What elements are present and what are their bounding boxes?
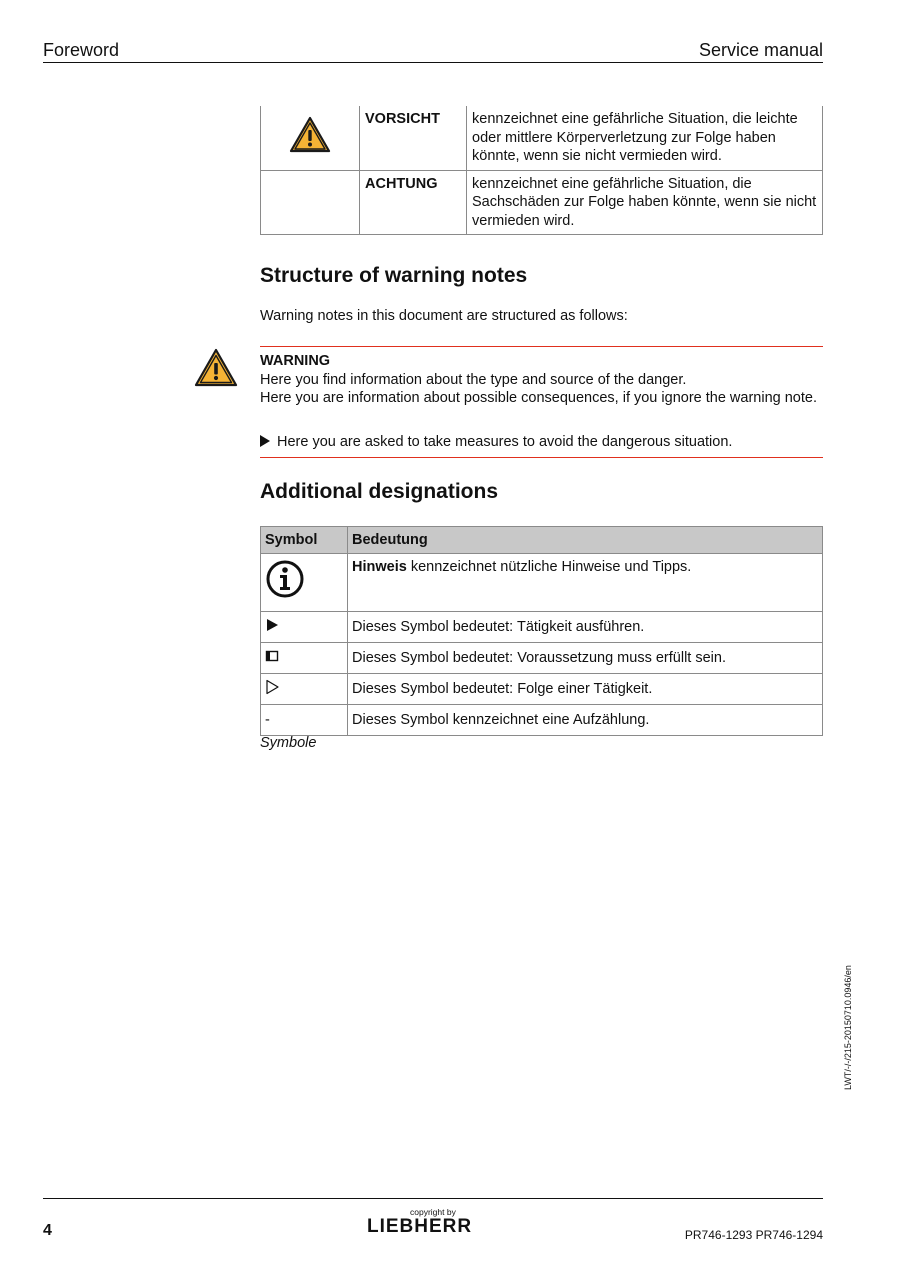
table-row [261, 705, 823, 736]
action-bullet-icon [260, 435, 270, 447]
header-section-title: Foreword [43, 40, 120, 60]
section-heading: Structure of warning notes [260, 264, 528, 287]
symbol-table [260, 526, 823, 736]
symbol-cell [261, 643, 348, 674]
column-header-symbol: Symbol [261, 527, 348, 554]
copyright-note: copyright by [410, 1207, 456, 1217]
signal-row [261, 170, 823, 235]
signal-word: VORSICHT [360, 106, 467, 170]
signal-word-table [260, 106, 823, 235]
warning-icon-wrap [194, 348, 238, 393]
meaning-cell: Dieses Symbol kennzeichnet eine Aufzählung. [348, 705, 823, 736]
warning-triangle-icon [289, 116, 331, 154]
intro-paragraph: Warning notes in this document are structured as follows: [260, 308, 628, 324]
table-row [261, 612, 823, 643]
meaning-cell [348, 554, 823, 612]
meaning-bold-term: Hinweis [352, 559, 407, 575]
signal-description: kennzeichnet eine gefährliche Situation, die leichte oder mittlere Körperverletzung zur Folge haben könnte, wenn sie nicht vermieden wird. [467, 106, 823, 170]
outline-triangle-icon [265, 679, 279, 695]
signal-icon-cell [261, 170, 360, 235]
warning-note [260, 352, 820, 408]
footer-divider [43, 1198, 823, 1199]
warning-title: WARNING [260, 353, 331, 369]
table-row [261, 554, 823, 612]
symbol-table-header [261, 527, 823, 554]
meaning-text: kennzeichnet nützliche Hinweise und Tipps. [406, 559, 692, 575]
section-heading: Additional designations [260, 480, 499, 503]
warning-line-consequences: Here you are information about possible consequences, if you ignore the warning note. [260, 390, 817, 406]
table-row [261, 674, 823, 705]
table-row [261, 643, 823, 674]
warning-bottom-rule [260, 457, 823, 458]
warning-measure-text: Here you are asked to take measures to avoid the dangerous situation. [277, 434, 733, 450]
header-document-type: Service manual [698, 40, 823, 60]
warning-line-type: Here you find information about the type and source of the danger. [260, 371, 687, 388]
warning-triangle-icon [194, 348, 238, 388]
table-caption: Symbole [260, 735, 317, 751]
signal-word: ACHTUNG [360, 170, 467, 235]
signal-icon-cell [261, 106, 360, 170]
signal-description: kennzeichnet eine gefährliche Situation, die Sachschäden zur Folge haben könnte, wenn sie nicht vermieden wird. [467, 170, 823, 235]
symbol-cell [261, 554, 348, 612]
column-header-meaning: Bedeutung [348, 527, 823, 554]
meaning-cell: Dieses Symbol bedeutet: Voraussetzung muss erfüllt sein. [348, 643, 823, 674]
symbol-cell [261, 674, 348, 705]
page-number: 4 [43, 1222, 52, 1239]
signal-row [261, 106, 823, 170]
meaning-cell: Dieses Symbol bedeutet: Tätigkeit ausführen. [348, 612, 823, 643]
side-document-id: LWT/-/-/215-20150710.0946/en [843, 965, 853, 1090]
meaning-cell: Dieses Symbol bedeutet: Folge einer Tätigkeit. [348, 674, 823, 705]
info-icon [265, 559, 305, 599]
symbol-cell [261, 612, 348, 643]
warning-measure [260, 434, 732, 450]
filled-triangle-icon [265, 618, 279, 632]
header-divider [43, 62, 823, 63]
liebherr-logo: LIEBHERR [367, 1216, 473, 1237]
warning-top-rule [260, 346, 823, 347]
prerequisite-box-icon [265, 649, 279, 663]
model-numbers: PR746-1293 PR746-1294 [684, 1228, 823, 1242]
symbol-cell: - [261, 705, 348, 736]
